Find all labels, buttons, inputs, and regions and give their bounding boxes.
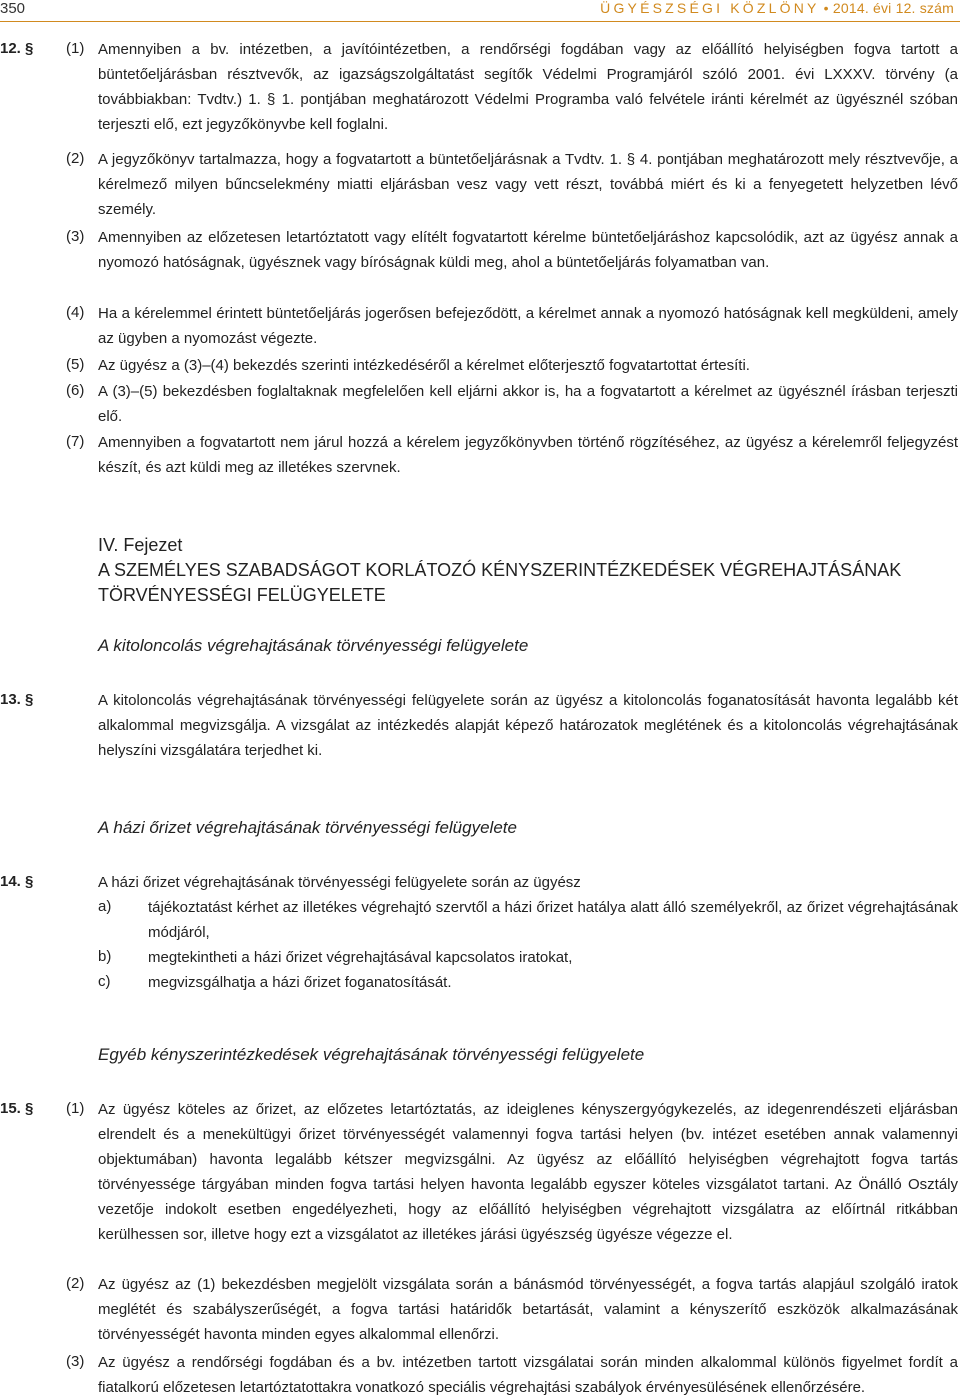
- section-12-number: 12. §: [0, 40, 34, 57]
- section-13-number: 13. §: [0, 691, 34, 708]
- s12-7-number: (7): [66, 433, 85, 450]
- s12-1-text: Amennyiben a bv. intézetben, a javítóintézetben, a rendőrségi fogdában vagy az előállító helyiségben fogva tartott a büntetőeljárásban résztvevők, az igazságszolgáltatást segítők Védelmi Programjáról szóló 2001. évi LXXXV. törvény (a továbbiakban: Tvdtv.) 1. § 1. pontjában meghatározott Védelmi Programba való felvétele iránti kérelmét az ügyésznél szóban terjeszti elő, ezt jegyzőkönyvbe kell foglalni.: [98, 41, 958, 133]
- s14-b-mark: b): [98, 948, 112, 965]
- s12-5-number: (5): [66, 356, 85, 373]
- s12-7-text: Amennyiben a fogvatartott nem járul hozzá a kérelem jegyzőkönyvben történő rögzítéséhez, az ügyész a kérelemről feljegyzést készít, és azt küldi meg az illetékes szervnek.: [98, 434, 958, 476]
- chapter-title-line-1: A SZEMÉLYES SZABADSÁGOT KORLÁTOZÓ KÉNYSZERINTÉZKEDÉSEK VÉGREHAJTÁSÁNAK: [98, 560, 902, 580]
- header-journal-info: [600, 0, 954, 16]
- s14-b-text: megtekintheti a házi őrizet végrehajtásával kapcsolatos iratokat,: [148, 949, 573, 966]
- section-title-other-measures: Egyéb kényszerintézkedések végrehajtásának törvényességi felügyelete: [98, 1045, 645, 1064]
- s15-2-number: (2): [66, 1275, 85, 1292]
- section-15-number: 15. §: [0, 1100, 34, 1117]
- section-title-deportation: A kitoloncolás végrehajtásának törvényességi felügyelete: [98, 636, 529, 655]
- page-header: [0, 0, 960, 22]
- s14-c-mark: c): [98, 973, 111, 990]
- s13-text: A kitoloncolás végrehajtásának törvényességi felügyelete során az ügyész a kitoloncolás foganatosítását havonta legalább két alkalommal megvizsgálja. A vizsgálat az intézkedés alapját képező határozatok meglétének és a kitoloncolás végrehajtásának helyszíni vizsgálatára terjedhet ki.: [98, 692, 958, 759]
- s14-intro: A házi őrizet végrehajtásának törvényességi felügyelete során az ügyész: [98, 874, 581, 891]
- journal-name: ÜGYÉSZSÉGI KÖZLÖNY: [600, 0, 820, 16]
- s12-2-text: A jegyzőkönyv tartalmazza, hogy a fogvatartott a büntetőeljárásnak a Tvdtv. 1. § 4. pontjában meghatározott mely résztvevője, a kérelmező milyen bűncselekmény miatti eljárásban vesz vagy vett részt, továbbá miért és ki a fenyegetett helyzetben lévő személy.: [98, 151, 958, 218]
- s12-6-number: (6): [66, 382, 85, 399]
- page-number: 350: [0, 0, 26, 17]
- chapter-title-line-2: TÖRVÉNYESSÉGI FELÜGYELETE: [98, 585, 386, 605]
- chapter-number: IV. Fejezet: [98, 535, 183, 555]
- s14-a-mark: a): [98, 898, 112, 915]
- section-title-house-arrest: A házi őrizet végrehajtásának törvényességi felügyelete: [98, 818, 517, 837]
- s12-4-text: Ha a kérelemmel érintett büntetőeljárás jogerősen befejeződött, a kérelmet annak a nyomozó hatóságnak kell megküldeni, amely az ügyben a nyomozást végezte.: [98, 305, 958, 347]
- s12-4-number: (4): [66, 304, 85, 321]
- s15-2-text: Az ügyész az (1) bekezdésben megjelölt vizsgálata során a bánásmód törvényességét, a fogva tartás alapjául szolgáló iratok meglétét és szabályszerűségét, a fogva tartási határidők betartását, valamint a kényszerítő eszközök alkalmazásának törvényességét havonta minden egyes alkalommal ellenőrzi.: [98, 1276, 958, 1343]
- header-rule: [0, 21, 960, 22]
- section-14-number: 14. §: [0, 873, 34, 890]
- s14-c-text: megvizsgálhatja a házi őrizet foganatosítását.: [148, 974, 452, 991]
- s12-1-number: (1): [66, 40, 85, 57]
- issue-label: 2014. évi 12. szám: [832, 0, 954, 16]
- s12-2-number: (2): [66, 150, 85, 167]
- s15-1-text: Az ügyész köteles az őrizet, az előzetes letartóztatás, az ideiglenes kényszergyógykezelés, az idegenrendészeti eljárásban elrendelt és a menekültügyi őrizet törvényességét valamennyi fogva tartási helyen (bv. intézet esetében annak valamennyi objektumában) havonta legalább kétszer megvizsgálni. Az ügyész az előállító helyiségben végrehajtott fogva tartás törvényessége tárgyában minden fogva tartási helyen havonta legalább egyszer köteles vizsgálatot tartani. Az Önálló Osztály vezetője indokolt esetben engedélyezheti, hogy az előállító helyiségben végrehajtott vizsgálatra az előírtnál ritkábban kerülhessen sor, illetve hogy ezt a vizsgálatot az illetékes járási ügyészség ügyésze végezze el.: [98, 1101, 958, 1243]
- s15-1-number: (1): [66, 1100, 85, 1117]
- s15-3-number: (3): [66, 1353, 85, 1370]
- s12-3-number: (3): [66, 228, 85, 245]
- s15-3-text: Az ügyész a rendőrségi fogdában és a bv. intézetben tartott vizsgálatai során minden alkalommal különös figyelmet fordít a fiatalkorú előzetesen letartóztatottakra vonatkozó speciális végrehajtási szabályok érvényesülésének ellenőrzésére.: [98, 1354, 958, 1396]
- s12-3-text: Amennyiben az előzetesen letartóztatott vagy elítélt fogvatartott kérelme büntetőeljáráshoz kapcsolódik, azt az ügyész annak a nyomozó hatóságnak, ügyésznek vagy bíróságnak küldi meg, ahol a büntetőeljárás folyamatban van.: [98, 229, 958, 271]
- s14-a-text: tájékoztatást kérhet az illetékes végrehajtó szervtől a házi őrizet hatálya alatt álló személyekről, az őrizet végrehajtásának módjáról,: [148, 899, 958, 941]
- s12-6-text: A (3)–(5) bekezdésben foglaltaknak megfelelően kell eljárni akkor is, ha a fogvatartott a kérelmet az ügyésznél írásban terjeszti elő.: [98, 383, 958, 425]
- s12-5-text: Az ügyész a (3)–(4) bekezdés szerinti intézkedéséről a kérelmet előterjesztő fogvatartottat értesíti.: [98, 357, 750, 374]
- header-bullet: •: [823, 0, 829, 16]
